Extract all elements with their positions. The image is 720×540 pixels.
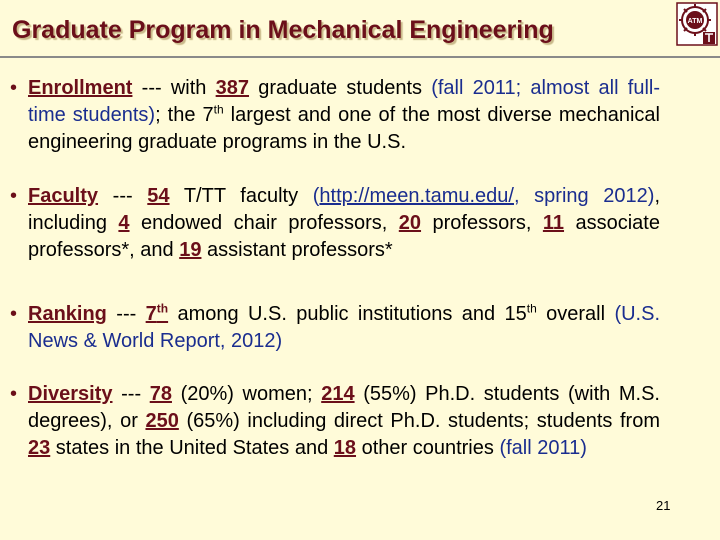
- states-count: 23: [28, 437, 51, 459]
- professor-count: 20: [398, 212, 422, 234]
- phd-ms-count: 214: [321, 383, 355, 405]
- associate-professor-count: 11: [542, 212, 565, 234]
- title-divider: [0, 56, 720, 58]
- countries-count: 18: [333, 437, 357, 459]
- bullet-dot-icon: •: [10, 77, 18, 99]
- phd-total-count: 250: [145, 410, 179, 432]
- diversity-label: Diversity: [28, 383, 113, 405]
- bullet-diversity: [10, 381, 660, 462]
- bullet-text: Diversity --- 78 (20%) women; 214 (55%) Ph.D. students (with M.S. degrees), or 250 (65%) including direct Ph.D. students; students from 23 states in the United States and 18 other countries (fall 2011): [28, 383, 660, 459]
- bullet-text: Ranking --- 7th among U.S. public institutions and 15th overall (U.S. News & World Report, 2012): [28, 301, 660, 352]
- assistant-professor-count: 19: [179, 239, 202, 261]
- diversity-note: (fall 2011): [499, 437, 587, 459]
- bullet-dot-icon: •: [10, 303, 18, 325]
- bullet-faculty: [10, 183, 660, 264]
- slide-title: Graduate Program in Mechanical Engineering: [12, 16, 554, 44]
- bullet-ranking: [10, 301, 660, 355]
- enrollment-note: (fall 2011; almost all full-time students): [28, 77, 660, 126]
- enrollment-count: 387: [215, 77, 250, 99]
- enrollment-label: Enrollment: [28, 77, 133, 99]
- endowed-chair-count: 4: [118, 212, 130, 234]
- ranking-label: Ranking: [28, 303, 107, 325]
- women-count: 78: [149, 383, 172, 405]
- faculty-label: Faculty: [28, 185, 99, 207]
- faculty-website-link[interactable]: http://meen.tamu.edu/: [319, 185, 514, 207]
- bullet-text: Enrollment --- with 387 graduate students (fall 2011; almost all full-time students); the 7th largest and one of the most diverse mechanical engineering graduate programs in the U.S.: [28, 77, 660, 153]
- ranking-source: (U.S. News & World Report, 2012): [28, 303, 660, 352]
- bullet-text: Faculty --- 54 T/TT faculty (http://meen.tamu.edu/, spring 2012), including 4 endowed chair professors, 20 professors, 11 associate professors*, and 19 assistant professors*: [28, 185, 661, 261]
- bullet-dot-icon: •: [10, 383, 18, 405]
- university-logo-icon: [676, 2, 718, 46]
- bullet-enrollment: [10, 75, 660, 156]
- logo-text: ATM: [687, 18, 703, 25]
- faculty-count: 54: [147, 185, 170, 207]
- ranking-value: 7th: [145, 301, 169, 325]
- page-number: 21: [656, 498, 671, 513]
- bullet-dot-icon: •: [10, 185, 18, 207]
